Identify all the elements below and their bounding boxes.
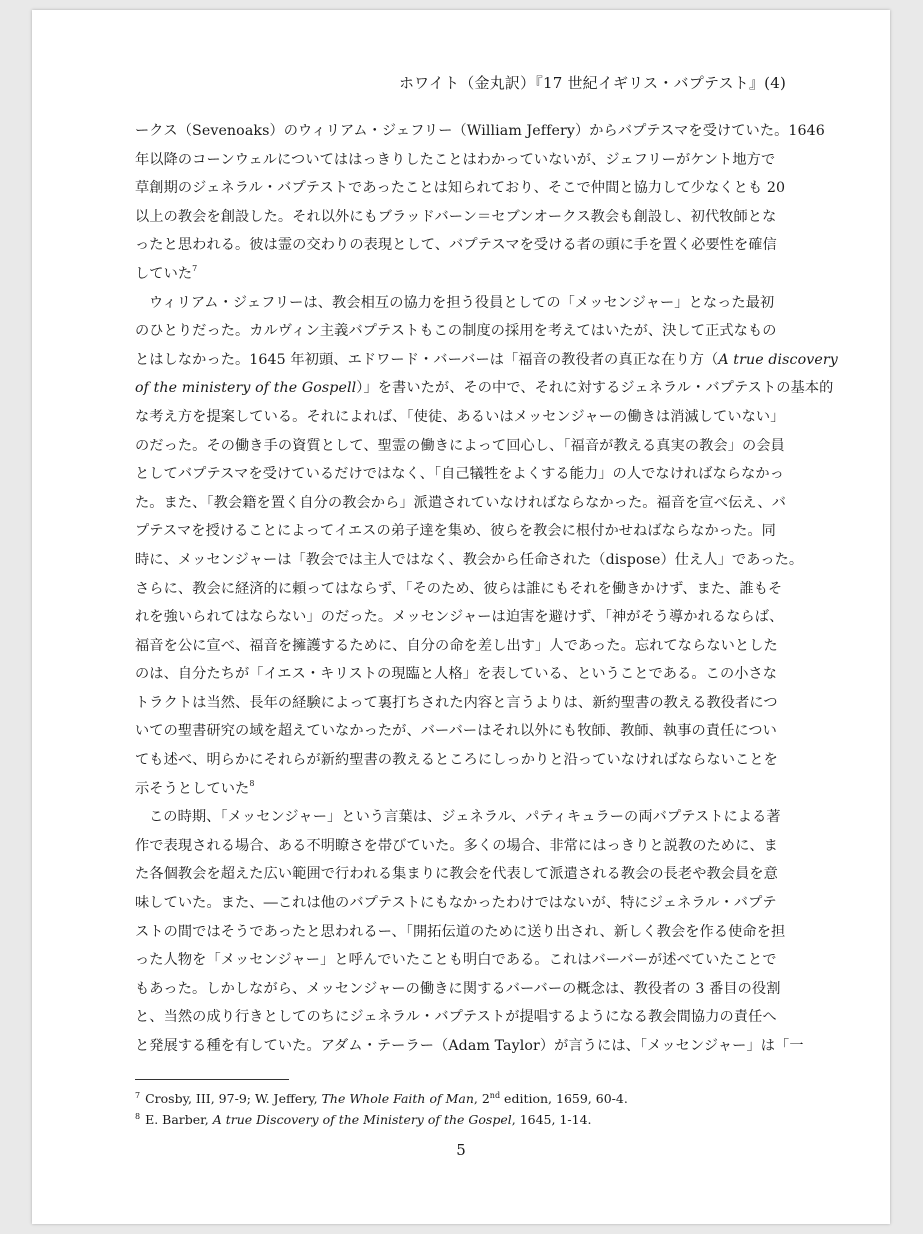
text-line: ストの間ではそうであったと思われるー、「開拓伝道のために送り出され、新しく教会を作る使命を担 — [135, 923, 786, 940]
text-line: 時に、メッセンジャーは「教会では主人ではなく、教会から任命された（dispose）仕え人」であった。 — [135, 551, 804, 568]
text-line: プテスマを授けることによってイエスの弟子達を集め、彼らを教会に根付かせねばならなかった。同 — [135, 523, 776, 540]
document-page — [32, 10, 890, 1224]
text-line: ても述べ、明らかにそれらが新約聖書の教えるところにしっかりと沿っていなければならないことを — [135, 752, 778, 769]
text-fragment: 示そうとしていた — [135, 780, 250, 797]
footnotes — [135, 1088, 791, 1130]
paragraph-2 — [135, 289, 838, 804]
footnote-mark: 8 — [135, 1112, 141, 1121]
text-line: のひとりだった。カルヴィン主義バプテストもこの制度の採用を考えてはいたが、決して正式なもの — [135, 323, 777, 340]
text-line: った人物を「メッセンジャー」と呼んでいたことも明白である。これはバーバーが述べていたことで — [135, 952, 777, 969]
text-fragment: していた — [135, 265, 193, 282]
text-line: 以上の教会を創設した。それ以外にもブラッドバーン＝セブンオークス教会も創設し、初代牧師とな — [135, 208, 777, 225]
text-line — [135, 346, 838, 375]
text-line-last — [135, 775, 791, 804]
text-line: と発展する種を有していた。アダム・テーラー（Adam Taylor）が言うには、「メッセンジャー」は「一 — [135, 1038, 804, 1054]
footnote-reference[interactable]: 8 — [249, 778, 255, 788]
text-fragment: 」を書いたが、その中で、それに対するジェネラル・バプテストの基本的 — [363, 380, 834, 397]
text-line: と、当然の成り行きとしてのちにジェネラル・バプテストが提唱するようになる教会間協力の責任へ — [135, 1009, 777, 1026]
text-line: 草創期のジェネラル・バプテストであったことは知られており、そこで仲間と協力して少なくとも 20 — [135, 180, 786, 197]
text-line: さらに、教会に経済的に頼ってはならず、「そのため、彼らは誰にもそれを働きかけず、また、誰もそ — [135, 580, 783, 597]
footnote-text: , 2 — [473, 1091, 490, 1106]
text-line: 福音を公に宣べ、福音を擁護するために、自分の命を差し出す」人であった。忘れてならないとした — [135, 637, 778, 654]
text-line: のだった。その働き手の資質として、聖霊の働きによって回心し、「福音が教える真実の教会」の会員 — [135, 437, 785, 454]
text-fragment: とはしなかった。1645 年初頭、エドワード・バーバーは「福音の教役者の真正な在り方（ — [135, 351, 719, 368]
text-line: た。また、「教会籍を置く自分の教会から」派遣されていなければならなかった。福音を宣べ伝え、バ — [135, 494, 786, 511]
footnote-title: The Whole Faith of Man — [321, 1091, 474, 1106]
paragraph-1 — [135, 117, 825, 289]
text-line: 作で表現される場合、ある不明瞭さを帯びていた。多くの場合、非常にはっきりと説教のために、ま — [135, 837, 778, 854]
text-line: ウィリアム・ジェフリーは、教会相互の協力を担う役員としての「メッセンジャー」となった最初 — [149, 294, 775, 311]
footnote-divider — [135, 1079, 289, 1080]
running-header: ホワイト（金丸訳）『17 世紀イギリス・バプテスト』(4) — [398, 74, 786, 92]
ordinal-suffix: nd — [489, 1091, 501, 1100]
footnote-title: A true Discovery of the Ministery of the Gospel — [212, 1112, 512, 1127]
text-fragment: ） — [356, 380, 364, 397]
footnote-7 — [135, 1088, 791, 1109]
text-line: ークス（Sevenoaks）のウィリアム・ジェフリー（William Jeffery）からバプテスマを受けていた。1646 — [135, 123, 825, 139]
text-line-last — [135, 260, 791, 289]
text-line: 味していた。また、―これは他のバプテストにもなかったわけではないが、特にジェネラル・バプテ — [135, 895, 777, 912]
footnote-8 — [135, 1109, 791, 1130]
text-line: トラクトは当然、長年の経験によって裏打ちされた内容と言うよりは、新約聖書の教える教役者につ — [135, 694, 778, 711]
text-line — [135, 374, 834, 403]
italic-title: of the ministery of the Gospell — [135, 380, 357, 397]
text-line: いての聖書研究の域を超えていなかったが、バーバーはそれ以外にも牧師、教師、執事の責任につい — [135, 723, 777, 740]
footnote-reference[interactable]: 7 — [192, 263, 198, 273]
footnote-mark: 7 — [135, 1091, 141, 1100]
text-line: この時期、「メッセンジャー」という言葉は、ジェネラル、パティキュラーの両バプテストによる著 — [149, 809, 781, 826]
text-line: れを強いられてはならない」のだった。メッセンジャーは迫害を避けず、「神がそう導かれるならば、 — [135, 609, 784, 626]
text-line: な考え方を提案している。それによれば、「使徒、あるいはメッセンジャーの働きは消滅していない」 — [135, 408, 785, 425]
text-line: としてバプテスマを受けているだけではなく、「自己犠牲をよくする能力」の人でなければならなかっ — [135, 466, 784, 483]
italic-title: A true discovery — [718, 351, 838, 368]
text-line: のは、自分たちが「イエス・キリストの現臨と人格」を表している、ということである。この小さな — [135, 666, 778, 683]
page-number: 5 — [456, 1141, 466, 1159]
footnote-text: edition, 1659, 60-4. — [500, 1091, 628, 1106]
footnote-text: E. Barber, — [145, 1112, 213, 1127]
text-line: 年以降のコーンウェルについてははっきりしたことはわかっていないが、ジェフリーがケント地方で — [135, 151, 776, 168]
footnote-text: , 1645, 1-14. — [511, 1112, 592, 1127]
text-line: ったと思われる。彼は霊の交わりの表現として、バプテスマを受ける者の頭に手を置く必要性を確信 — [135, 237, 777, 254]
body-text — [135, 117, 838, 1061]
text-line: た各個教会を超えた広い範囲で行われる集まりに教会を代表して派遣される教会の長老や教会員を意 — [135, 866, 778, 883]
footnote-text: Crosby, III, 97-9; W. Jeffery, — [145, 1091, 322, 1106]
paragraph-3 — [135, 803, 804, 1060]
text-line: もあった。しかしながら、メッセンジャーの働きに関するバーバーの概念は、教役者の 3 番目の役割 — [135, 980, 781, 997]
